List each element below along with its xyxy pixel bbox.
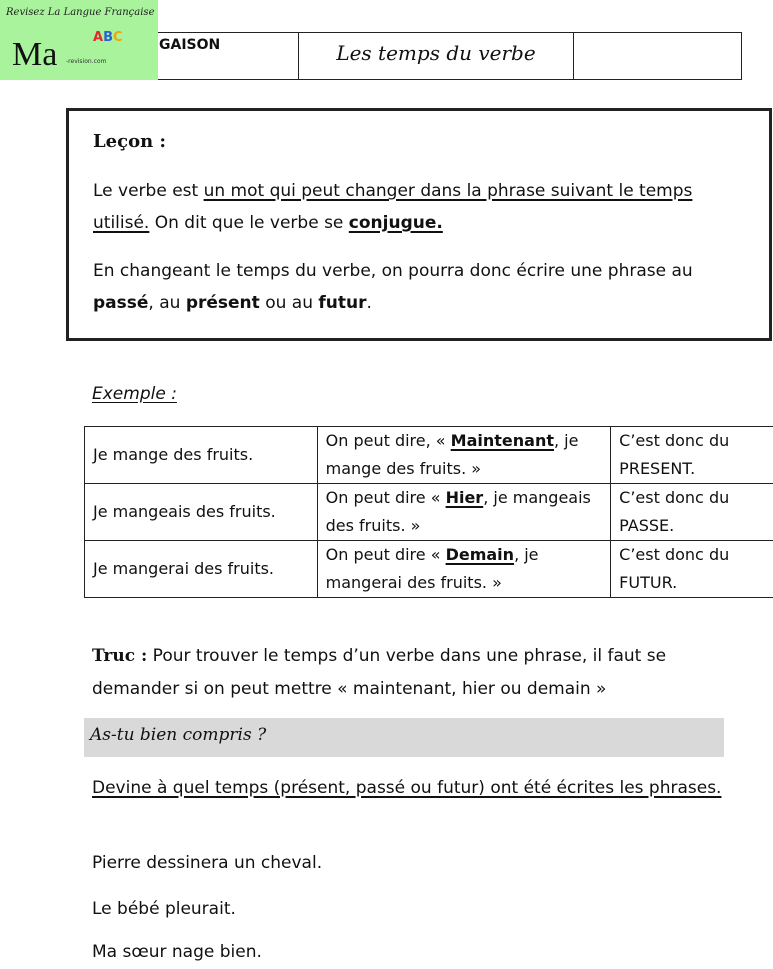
tip-text: Pour trouver le temps d’un verbe dans une phrase, il faut se demander si on peut mettre « maintenant, hier ou demain » <box>92 646 667 699</box>
lesson-keyword-conjugue: conjugue. <box>348 213 443 233</box>
lesson-heading: Leçon : <box>93 131 167 152</box>
lesson-box <box>66 108 772 341</box>
example-conclusion: C’est donc du FUTUR. <box>611 541 773 598</box>
table-row <box>85 427 773 484</box>
tip-paragraph <box>92 640 732 706</box>
logo-abc-icon: ABC <box>93 30 123 45</box>
page-title: Les temps du verbe <box>336 41 536 65</box>
lesson-definition: un mot qui peut changer dans la phrase suivant le temps utilisé. <box>93 181 693 233</box>
time-keyword: Maintenant <box>450 431 554 450</box>
header-title-cell <box>299 33 574 79</box>
logo-site-text: -revision.com <box>66 58 107 65</box>
example-say: On peut dire « Demain, je mangerai des fruits. » <box>317 541 611 598</box>
quiz-heading: As-tu bien compris ? <box>90 725 267 745</box>
header-table <box>84 32 742 80</box>
table-row <box>85 541 773 598</box>
lesson-paragraph-2: En changeant le temps du verbe, on pourra donc écrire une phrase au passé, au présent ou au futur. <box>93 261 693 313</box>
quiz-sentence: Pierre dessinera un cheval. <box>92 853 323 873</box>
time-keyword: Hier <box>445 488 484 507</box>
tip-label: Truc : <box>92 646 148 666</box>
lesson-paragraph-1: Le verbe est un mot qui peut changer dans la phrase suivant le temps utilisé. On dit que le verbe se conjugue. <box>93 181 693 233</box>
keyword-passe: passé <box>93 293 149 313</box>
keyword-present: présent <box>185 293 260 313</box>
example-conclusion: C’est donc du PRESENT. <box>611 427 773 484</box>
keyword-futur: futur <box>318 293 367 313</box>
example-table <box>84 426 773 598</box>
quiz-instruction: Devine à quel temps (présent, passé ou futur) ont été écrites les phrases. <box>92 778 722 798</box>
example-say: On peut dire, « Maintenant, je mange des fruits. » <box>317 427 611 484</box>
quiz-sentence: Ma sœur nage bien. <box>92 942 262 962</box>
header-subject: GAISON <box>159 37 221 53</box>
example-sentence: Je mange des fruits. <box>85 427 318 484</box>
logo-ma-text: Ma <box>12 36 58 73</box>
example-sentence: Je mangerai des fruits. <box>85 541 318 598</box>
quiz-sentence: Le bébé pleurait. <box>92 899 236 919</box>
quiz-heading-bar <box>84 718 724 757</box>
logo-brand-text: Revisez La Langue Française <box>6 7 155 18</box>
time-keyword: Demain <box>445 545 515 564</box>
example-label: Exemple : <box>92 384 177 404</box>
header-empty-cell <box>574 33 741 79</box>
example-conclusion: C’est donc du PASSE. <box>611 484 773 541</box>
site-logo <box>0 0 158 80</box>
example-say: On peut dire « Hier, je mangeais des fruits. » <box>317 484 611 541</box>
example-sentence: Je mangeais des fruits. <box>85 484 318 541</box>
table-row <box>85 484 773 541</box>
